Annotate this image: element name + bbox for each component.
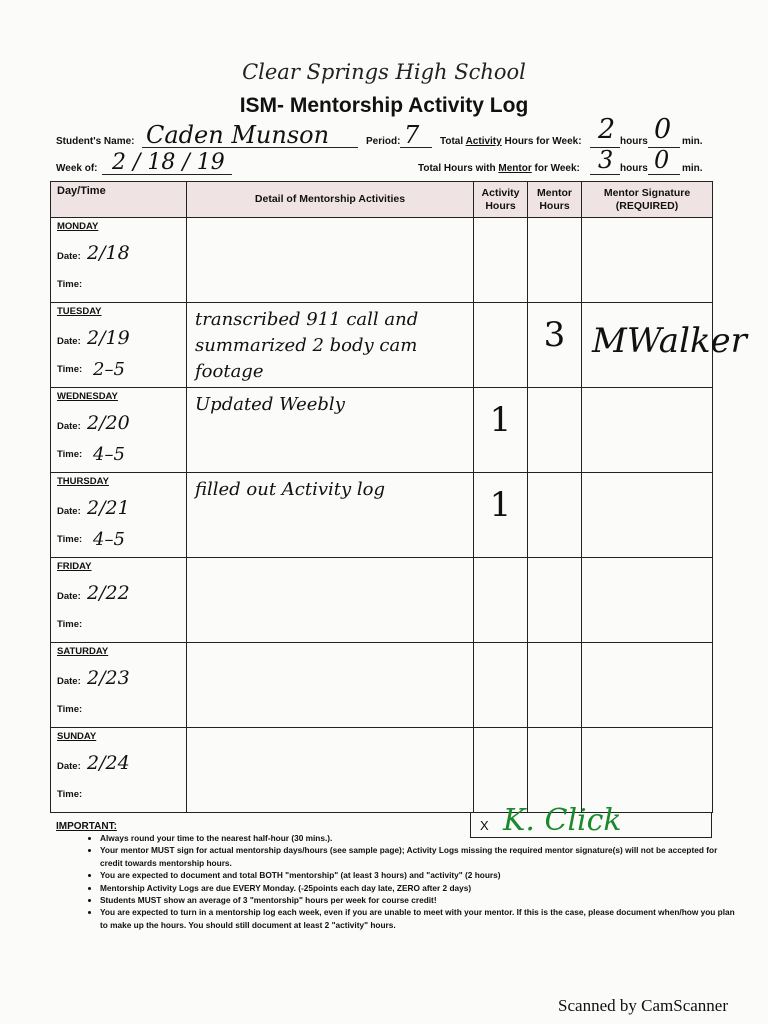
- date-label: Date:: [57, 336, 81, 347]
- mentor-signature-cell[interactable]: [582, 728, 713, 813]
- activity-detail-cell[interactable]: [187, 218, 474, 303]
- day-cell: [51, 728, 187, 813]
- activity-detail-cell[interactable]: [187, 473, 474, 558]
- time-label: Time:: [57, 279, 83, 290]
- mentor-signature-cell[interactable]: [582, 558, 713, 643]
- day-name: WEDNESDAY: [57, 391, 118, 402]
- date-label: Date:: [57, 591, 81, 602]
- activity-detail: Updated Weebly: [195, 394, 345, 415]
- mentor-mins-value[interactable]: 0: [654, 146, 670, 174]
- important-note: • Mentorship Activity Logs are due EVERY Monday. (-25points each day late, ZERO after 2 days): [100, 882, 740, 894]
- form-title: ISM- Mentorship Activity Log: [239, 94, 529, 117]
- day-cell: [51, 558, 187, 643]
- activity-hours: 1: [489, 485, 512, 525]
- time-label: Time:: [57, 789, 83, 800]
- activity-detail-cell[interactable]: [187, 643, 474, 728]
- important-note: • You are expected to turn in a mentorship log each week, even if you are unable to meet with your mentor. If this is the case, please document when/how you plan to make up the hours. You should still document at least 2 "activity" hours.: [100, 906, 740, 931]
- activity-hours-cell[interactable]: [474, 473, 528, 558]
- time-value[interactable]: 4–5: [93, 444, 125, 465]
- time-label: Time:: [57, 364, 83, 375]
- activity-hours-value[interactable]: 2: [598, 114, 616, 145]
- mentor-hours: 3: [543, 315, 566, 355]
- date-value[interactable]: 2/23: [87, 667, 130, 689]
- mentor-hours-cell[interactable]: [528, 388, 582, 473]
- day-cell: [51, 303, 187, 388]
- activity-hours-cell[interactable]: [474, 218, 528, 303]
- mentor-hours-cell[interactable]: [528, 218, 582, 303]
- mentor-signature: MWalker: [592, 321, 747, 361]
- time-value[interactable]: 4–5: [93, 529, 125, 550]
- mentor-hours-cell[interactable]: [528, 473, 582, 558]
- time-label: Time:: [57, 534, 83, 545]
- table-row: [51, 643, 713, 728]
- date-value[interactable]: 2/22: [87, 582, 130, 604]
- activity-detail-cell[interactable]: [187, 388, 474, 473]
- week-of-label: Week of:: [56, 163, 98, 174]
- activity-detail: transcribed 911 call and summarized 2 body cam footage: [195, 309, 419, 382]
- table-row: [51, 473, 713, 558]
- activity-detail: filled out Activity log: [195, 479, 386, 500]
- important-note: • Your mentor MUST sign for actual mentorship days/hours (see sample page); Activity Logs missing the required mentor signature(s) will not be accepted for credit towards mentorship hours.: [100, 844, 740, 869]
- scanner-watermark: Scanned by CamScanner: [558, 996, 728, 1015]
- day-cell: [51, 218, 187, 303]
- header-mentor-signature: Mentor Signature (REQUIRED): [582, 182, 713, 218]
- table-row: [51, 303, 713, 388]
- student-name-value[interactable]: Caden Munson: [146, 121, 330, 149]
- important-notes: [56, 832, 740, 931]
- activity-hours-unit: hours: [620, 136, 648, 147]
- mentor-signature-cell[interactable]: [582, 303, 747, 388]
- day-name: SUNDAY: [57, 731, 97, 742]
- table-row: [51, 218, 713, 303]
- activity-detail-cell[interactable]: [187, 728, 474, 813]
- activity-hours-cell[interactable]: [474, 643, 528, 728]
- activity-total-label: Total Activity Hours for Week:: [440, 136, 582, 147]
- day-cell: [51, 388, 187, 473]
- date-value[interactable]: 2/18: [87, 242, 130, 264]
- mentor-signature-cell[interactable]: [582, 218, 713, 303]
- mentor-hours-cell[interactable]: [528, 728, 582, 813]
- activity-hours-cell[interactable]: [474, 388, 528, 473]
- table-row: [51, 558, 713, 643]
- day-name: SATURDAY: [57, 646, 109, 657]
- time-label: Time:: [57, 449, 83, 460]
- period-label: Period:: [366, 136, 401, 147]
- activity-mins-value[interactable]: 0: [654, 114, 672, 145]
- activity-mins-unit: min.: [682, 136, 703, 147]
- mentor-signature-cell[interactable]: [582, 643, 713, 728]
- time-label: Time:: [57, 704, 83, 715]
- period-value[interactable]: 7: [404, 121, 420, 149]
- activity-log-table: [50, 181, 747, 813]
- day-name: FRIDAY: [57, 561, 92, 572]
- header-activity-hours: Activity Hours: [474, 182, 528, 218]
- important-note: • Students MUST show an average of 3 "mentorship" hours per week for course credit!: [100, 894, 740, 906]
- header-detail: Detail of Mentorship Activities: [187, 182, 474, 218]
- header-mentor-hours: Mentor Hours: [528, 182, 582, 218]
- mentor-total-label: Total Hours with Mentor for Week:: [418, 163, 580, 174]
- header-day-time: Day/Time: [51, 182, 187, 218]
- mentor-hours-unit: hours: [620, 163, 648, 174]
- day-cell: [51, 643, 187, 728]
- mentor-hours-cell[interactable]: [528, 558, 582, 643]
- date-value[interactable]: 2/19: [87, 327, 130, 349]
- day-name: MONDAY: [57, 221, 99, 232]
- week-of-value[interactable]: 2 / 18 / 19: [112, 150, 225, 175]
- mentor-hours-value[interactable]: 3: [598, 146, 614, 174]
- day-cell: [51, 473, 187, 558]
- mentor-mins-unit: min.: [682, 163, 703, 174]
- date-label: Date:: [57, 421, 81, 432]
- mentor-hours-cell[interactable]: [528, 643, 582, 728]
- mentor-signature-cell[interactable]: [582, 388, 713, 473]
- school-name: Clear Springs High School: [242, 60, 526, 84]
- mentor-hours-cell[interactable]: [528, 303, 582, 388]
- date-label: Date:: [57, 251, 81, 262]
- date-label: Date:: [57, 506, 81, 517]
- activity-hours-cell[interactable]: [474, 728, 528, 813]
- activity-detail-cell[interactable]: [187, 303, 474, 388]
- time-label: Time:: [57, 619, 83, 630]
- date-label: Date:: [57, 676, 81, 687]
- mentor-signature-cell[interactable]: [582, 473, 713, 558]
- day-name: THURSDAY: [57, 476, 109, 487]
- activity-detail-cell[interactable]: [187, 558, 474, 643]
- important-label: IMPORTANT:: [56, 821, 117, 832]
- signature-x-mark: X: [480, 818, 489, 833]
- activity-hours: 1: [489, 400, 512, 440]
- important-note: • You are expected to document and total BOTH "mentorship" (at least 3 hours) and "activity" (2 hours): [100, 869, 740, 881]
- student-name-label: Student's Name:: [56, 136, 135, 147]
- table-row: [51, 728, 713, 813]
- date-value[interactable]: 2/21: [87, 497, 130, 519]
- important-note: • Always round your time to the nearest half-hour (30 mins.).: [100, 832, 740, 844]
- advisor-signature: K. Click: [503, 803, 622, 838]
- activity-hours-cell[interactable]: [474, 558, 528, 643]
- date-value[interactable]: 2/20: [87, 412, 130, 434]
- date-value[interactable]: 2/24: [87, 752, 130, 774]
- date-label: Date:: [57, 761, 81, 772]
- activity-hours-cell[interactable]: [474, 303, 528, 388]
- table-row: [51, 388, 713, 473]
- day-name: TUESDAY: [57, 306, 102, 317]
- time-value[interactable]: 2–5: [93, 359, 125, 380]
